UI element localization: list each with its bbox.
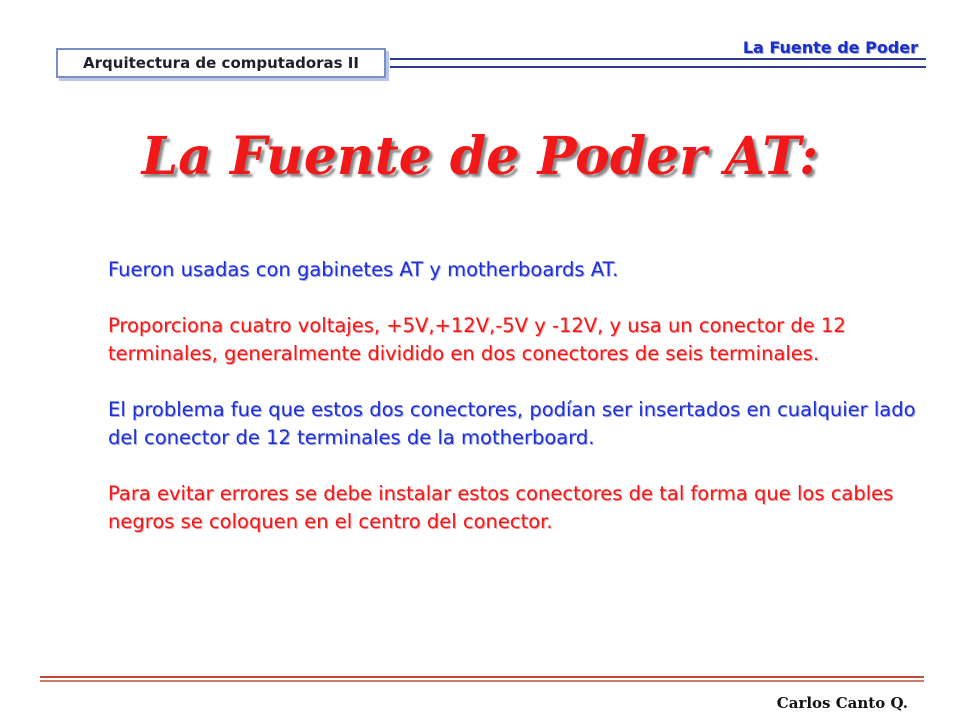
author-name: Carlos Canto Q. bbox=[776, 694, 908, 712]
paragraph-usage: Fueron usadas con gabinetes AT y motherboards AT. bbox=[108, 258, 619, 281]
topic-label: La Fuente de Poder bbox=[742, 38, 918, 57]
paragraph-solution: Para evitar errores se debe instalar estos conectores de tal forma que los cables negros se coloquen en el centro del conector. bbox=[108, 482, 894, 533]
slide-title: La Fuente de Poder AT: bbox=[141, 126, 819, 187]
slide-body bbox=[108, 256, 928, 564]
paragraph-problem: El problema fue que estos dos conectores, podían ser insertados en cualquier lado del conector de 12 terminales de la motherboard. bbox=[108, 398, 916, 449]
paragraph-voltages: Proporciona cuatro voltajes, +5V,+12V,-5V y -12V, y usa un conector de 12 terminales, generalmente dividido en dos conectores de seis terminales. bbox=[108, 314, 846, 365]
course-label: Arquitectura de computadoras II bbox=[56, 48, 386, 78]
footer-divider bbox=[40, 676, 924, 684]
header-divider bbox=[390, 58, 926, 68]
